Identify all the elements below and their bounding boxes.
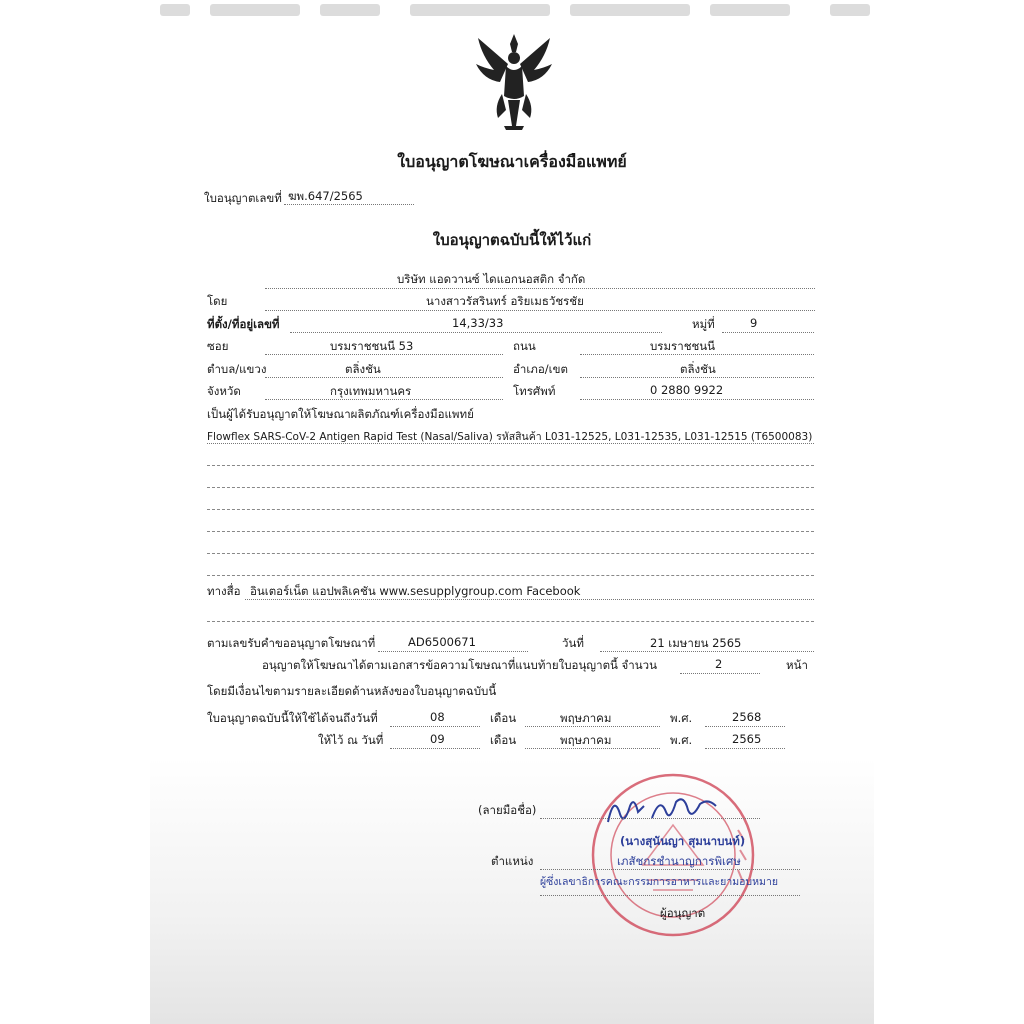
blank-line bbox=[207, 553, 814, 554]
dotted-line bbox=[390, 726, 480, 727]
faded-header-bleed bbox=[150, 0, 874, 32]
blank-line bbox=[207, 575, 814, 576]
document-title: ใบอนุญาตโฆษณาเครื่องมือแพทย์ bbox=[397, 152, 627, 171]
valid-month: พฤษภาคม bbox=[560, 711, 612, 725]
phone-label: โทรศัพท์ bbox=[513, 384, 556, 398]
signature-icon bbox=[604, 792, 724, 832]
dotted-line bbox=[525, 726, 660, 727]
dotted-line bbox=[265, 399, 503, 400]
issued-day: 09 bbox=[430, 732, 445, 746]
dotted-line bbox=[265, 354, 503, 355]
request-date-label: วันที่ bbox=[562, 636, 584, 650]
licensor-label: ผู้อนุญาต bbox=[660, 906, 706, 920]
signer-title-2: ผู้ซึ่งเลขาธิการคณะกรรมการอาหารและยามอบหมาย bbox=[540, 876, 778, 888]
product-description: Flowflex SARS-CoV-2 Antigen Rapid Test (Nasal/Saliva) รหัสสินค้า L031-12525, L031-12535, L031-12515 (T6500083) bbox=[207, 431, 813, 443]
dotted-line bbox=[580, 354, 814, 355]
by-value: นางสาวรัสรินทร์ อริยเมธวัชรชัย bbox=[426, 294, 584, 308]
address-label: ที่ตั้ง/ที่อยู่เลขที่ bbox=[207, 317, 280, 331]
dotted-line bbox=[540, 869, 800, 870]
pages-label: หน้า bbox=[786, 658, 808, 672]
dotted-line bbox=[580, 377, 814, 378]
issued-year: 2565 bbox=[732, 732, 762, 746]
blank-line bbox=[207, 509, 814, 510]
subdistrict-value: ตลิ่งชัน bbox=[345, 362, 381, 376]
dotted-line bbox=[265, 377, 503, 378]
district-label: อำเภอ/เขต bbox=[513, 362, 568, 376]
dotted-line bbox=[705, 748, 785, 749]
year-label: พ.ศ. bbox=[670, 711, 693, 725]
blank-line bbox=[207, 621, 814, 622]
valid-day: 08 bbox=[430, 710, 445, 724]
district-value: ตลิ่งชัน bbox=[680, 362, 716, 376]
valid-year: 2568 bbox=[732, 710, 762, 724]
subdistrict-label: ตำบล/แขวง bbox=[207, 362, 267, 376]
year-label: พ.ศ. bbox=[670, 733, 693, 747]
dotted-line bbox=[284, 204, 414, 205]
company-name: บริษัท แอดวานซ์ ไดแอกนอสติก จำกัด bbox=[397, 272, 586, 286]
dotted-line bbox=[207, 443, 814, 444]
dotted-line bbox=[680, 673, 760, 674]
signer-title-1: เภสัชกรชำนาญการพิเศษ bbox=[617, 854, 741, 868]
by-label: โดย bbox=[207, 294, 228, 308]
dotted-line bbox=[265, 310, 815, 311]
dotted-line bbox=[290, 332, 662, 333]
permit-statement: เป็นผู้ได้รับอนุญาตให้โฆษณาผลิตภัณฑ์เครื่องมือแพทย์ bbox=[207, 407, 474, 421]
dotted-line bbox=[722, 332, 814, 333]
dotted-line bbox=[245, 599, 814, 600]
road-label: ถนน bbox=[513, 339, 536, 353]
conditions-text: โดยมีเงื่อนไขตามรายละเอียดด้านหลังของใบอนุญาตฉบับนี้ bbox=[207, 684, 497, 698]
blank-line bbox=[207, 487, 814, 488]
dotted-line bbox=[378, 651, 528, 652]
dotted-line bbox=[580, 399, 814, 400]
valid-until-label: ใบอนุญาตฉบับนี้ให้ใช้ได้จนถึงวันที่ bbox=[207, 711, 378, 725]
moo-label: หมู่ที่ bbox=[692, 317, 715, 331]
road-value: บรมราชชนนี bbox=[650, 339, 716, 353]
blank-line bbox=[207, 465, 814, 466]
month-label: เดือน bbox=[490, 733, 517, 747]
month-label: เดือน bbox=[490, 711, 517, 725]
dotted-line bbox=[540, 895, 800, 896]
signer-name: (นางสุนันญา สุมนาบนท์) bbox=[620, 834, 746, 848]
license-no-label: ใบอนุญาตเลขที่ bbox=[204, 191, 282, 205]
province-label: จังหวัด bbox=[207, 384, 241, 398]
province-value: กรุงเทพมหานคร bbox=[330, 384, 412, 398]
request-date-value: 21 เมษายน 2565 bbox=[650, 636, 742, 650]
soi-value: บรมราชชนนี 53 bbox=[330, 339, 414, 353]
dotted-line bbox=[705, 726, 785, 727]
signature-label: (ลายมือชื่อ) bbox=[478, 803, 537, 817]
issued-to-heading: ใบอนุญาตฉบับนี้ให้ไว้แก่ bbox=[432, 231, 592, 249]
address-value: 14,33/33 bbox=[452, 316, 504, 330]
request-no-value: AD6500671 bbox=[408, 635, 476, 649]
garuda-emblem-icon bbox=[472, 30, 556, 134]
moo-value: 9 bbox=[750, 316, 758, 330]
media-value: อินเตอร์เน็ต แอปพลิเคชัน www.sesupplygroup.com Facebook bbox=[250, 584, 581, 598]
license-no-value: ฆพ.647/2565 bbox=[288, 189, 363, 203]
dotted-line bbox=[600, 651, 814, 652]
dotted-line bbox=[540, 818, 760, 819]
dotted-line bbox=[525, 748, 660, 749]
allowed-text: อนุญาตให้โฆษณาได้ตามเอกสารข้อความโฆษณาที่แนบท้ายใบอนุญาตนี้ จำนวน bbox=[262, 658, 657, 672]
blank-line bbox=[207, 531, 814, 532]
soi-label: ซอย bbox=[207, 339, 229, 353]
phone-value: 0 2880 9922 bbox=[650, 383, 724, 397]
issued-on-label: ให้ไว้ ณ วันที่ bbox=[318, 733, 384, 747]
pages-value: 2 bbox=[715, 657, 723, 671]
issued-month: พฤษภาคม bbox=[560, 733, 612, 747]
media-label: ทางสื่อ bbox=[207, 584, 241, 598]
dotted-line bbox=[265, 288, 815, 289]
request-no-label: ตามเลขรับคำขออนุญาตโฆษณาที่ bbox=[207, 636, 376, 650]
position-label: ตำแหน่ง bbox=[491, 854, 534, 868]
dotted-line bbox=[390, 748, 480, 749]
